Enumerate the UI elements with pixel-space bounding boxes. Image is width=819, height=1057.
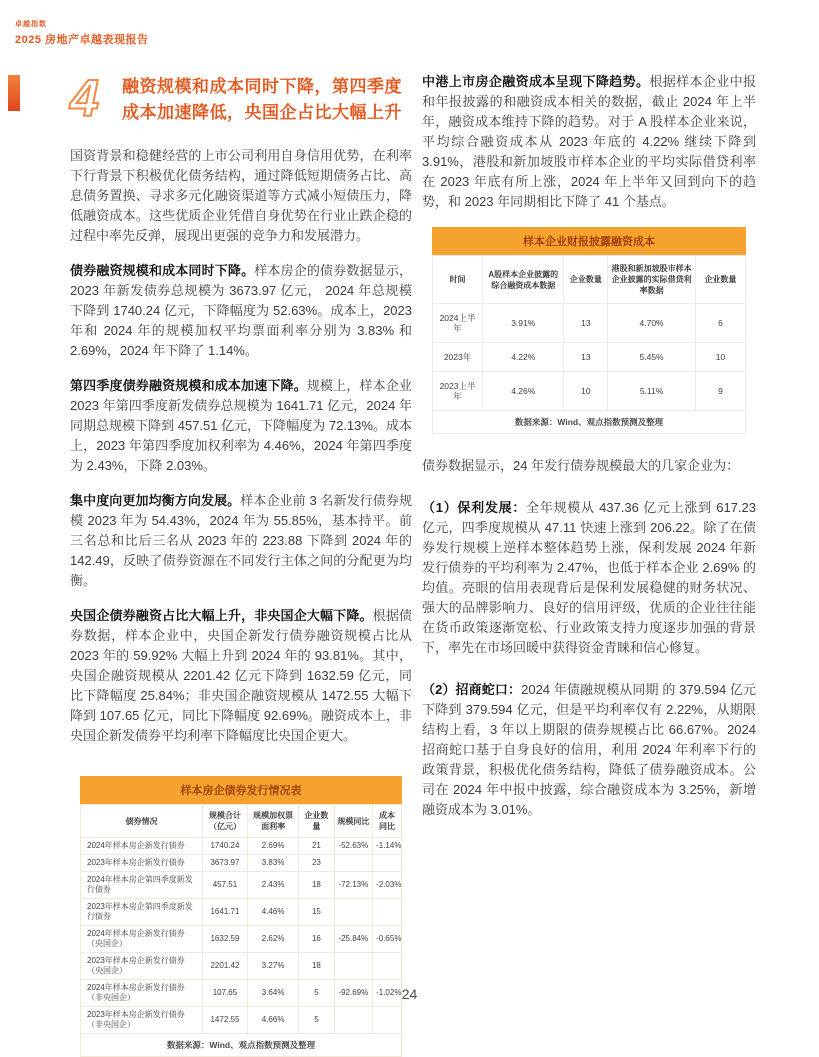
table-header-cell: 企业数量 <box>695 256 745 304</box>
report-brand <box>15 19 149 47</box>
paragraph-soe <box>70 606 412 746</box>
table-row <box>81 872 402 899</box>
table-header-cell: 时间 <box>433 256 483 304</box>
table-cell: 5 <box>299 980 334 1007</box>
table-cell: 107.65 <box>202 980 247 1007</box>
table-cell: 457.51 <box>202 872 247 899</box>
table-header-cell: 企业数量 <box>299 805 334 838</box>
table-cell: 3.83% <box>247 855 298 872</box>
paragraph-body: 样本企业前 3 名新发行债券规模 2023 年为 54.43%，2024 年为 55.85%，基本持平。前三名总和比后三名从 2023 年的 223.88 下降到 2024 年的 142.49，反映了债券资源在不同发行主体之间的分配更为均衡。 <box>70 493 412 588</box>
table-cell <box>334 953 373 980</box>
table-source: 数据来源：Wind、观点指数预测及整理 <box>432 411 746 434</box>
table-cell <box>334 1007 373 1034</box>
table-cell: 2.69% <box>247 838 298 855</box>
paragraph-body: 根据样本企业中报和年报披露的和融资成本相关的数据，截止 2024 年上半年，融资成本维持下降的趋势。对于 A 股样本企业来说，平均综合融资成本从 2023 年底的 4.22% 继续下降到 3.91%，港股和新加坡股市样本企业的平均实际借贷利率在 2023 年底有所上涨，2024 年上半年又回到向下的趋势，和 2023 年同期相比下降了 41 个基点。 <box>422 74 756 209</box>
table-cell: 2023年样本房企新发行债券（非央国企） <box>81 1007 203 1034</box>
paragraph-lead: （2）招商蛇口： <box>422 682 522 697</box>
paragraph-body: 规模上，样本企业 2023 年第四季度新发债券总规模为 1641.71 亿元，2024 年同期总规模下降到 457.51 亿元，下降幅度为 72.13%。成本上，2023 年第四季度加权利率为 4.46%，2024 年第四季度为 2.43%，下降 2.03%。 <box>70 378 412 473</box>
table-cell: 3.64% <box>247 980 298 1007</box>
paragraph-lead: （1）保利发展： <box>422 500 527 515</box>
table-cell: 1641.71 <box>202 899 247 926</box>
table-cell: 2201.42 <box>202 953 247 980</box>
table-row <box>81 1007 402 1034</box>
table-cell <box>373 1007 402 1034</box>
table-cell: 6 <box>695 304 745 343</box>
table-header-row <box>81 805 402 838</box>
paragraph-intro: 国资背景和稳健经营的上市公司利用自身信用优势，在利率下行背景下积极优化债务结构，通过降低短期债务占比、高息债务置换、寻求多元化融资渠道等方式减小短债压力，降低融资成本。这些优质企业凭借自身优势在行业止跌企稳的过程中率先反弹，展现出更强的竞争力和发展潜力。 <box>70 148 412 243</box>
table-cell: 2023年样本房企第四季度新发行债券 <box>81 899 203 926</box>
table-header-cell: 规模加权票面利率 <box>247 805 298 838</box>
table-cell: 2024年样本房企新发行债券 <box>81 838 203 855</box>
table-cell: -52.63% <box>334 838 373 855</box>
table-header-cell: 债券情况 <box>81 805 203 838</box>
table-cell: 4.70% <box>608 304 696 343</box>
table-cell: 10 <box>564 372 608 411</box>
table-cell: 5 <box>299 1007 334 1034</box>
table-cell: -1.02% <box>373 980 402 1007</box>
left-column <box>70 72 412 1057</box>
table-cell <box>373 899 402 926</box>
table-cell: 3.91% <box>483 304 564 343</box>
page-content <box>70 72 756 1057</box>
table-cell: 15 <box>299 899 334 926</box>
table-cell: 18 <box>299 953 334 980</box>
paragraph-lead: 央国企债券融资占比大幅上升，非央国企大幅下降。 <box>70 608 373 623</box>
table-cell: -0.65% <box>373 926 402 953</box>
paragraph-bond-intro: 债券数据显示，24 年发行债券规模最大的几家企业为： <box>422 458 740 473</box>
table-source: 数据来源：Wind、观点指数预测及整理 <box>80 1034 402 1057</box>
table-header-cell: 规模同比 <box>334 805 373 838</box>
table-header-cell: 港股和新加坡股市样本企业披露的实际借贷利率数据 <box>608 256 696 304</box>
table-cell: 4.46% <box>247 899 298 926</box>
section-number: 4 <box>70 70 99 128</box>
bond-issuance-table <box>80 776 402 1057</box>
table-row <box>81 953 402 980</box>
paragraph-body: 样本房企的债券数据显示，2023 年新发债券总规模为 3673.97 亿元， 2024 年总规模下降到 1740.24 亿元，下降幅度为 52.63%。成本上，2023 年和 2024 年的规模加权平均票面利率分别为 3.83% 和 2.69%，2024 年下降了 1.14%。 <box>70 263 412 358</box>
table-header-cell: 企业数量 <box>564 256 608 304</box>
paragraph-q4 <box>70 376 412 476</box>
table-cell: 10 <box>695 343 745 372</box>
financing-cost-table <box>432 227 746 434</box>
table-cell: 13 <box>564 343 608 372</box>
table-cell: -72.13% <box>334 872 373 899</box>
table-cell: 2023年样本房企新发行债券（央国企） <box>81 953 203 980</box>
table-cell <box>334 855 373 872</box>
table-cell: 5.45% <box>608 343 696 372</box>
table-row <box>81 855 402 872</box>
brand-title: 2025 房地产卓越表现报告 <box>15 34 149 46</box>
paragraph-bond-scale <box>70 261 412 361</box>
section-heading <box>70 70 412 128</box>
table-cell: 2.43% <box>247 872 298 899</box>
table-cell: 9 <box>695 372 745 411</box>
paragraph-body: 全年规模从 437.36 亿元上涨到 617.23 亿元，四季度规模从 47.11 快速上涨到 206.22。除了在债券发行规模上逆样本整体趋势上涨，保利发展 2024 年新发行债券的平均利率为 2.47%，也低于样本企业 2.69% 的均值。亮眼的信用表现背后是保利发展稳健的财务状况、强大的品牌影响力、良好的信用评级，优质的企业往往能在货币政策逐渐宽松、行业政策支持力度逐步加强的背景下，率先在市场回暖中获得资金青睐和信心修复。 <box>422 500 757 655</box>
table-cell <box>373 953 402 980</box>
paragraph-poly <box>422 498 756 658</box>
paragraph-lead: 集中度向更加均衡方向发展。 <box>70 493 241 508</box>
table-cell: 21 <box>299 838 334 855</box>
table-cell: 2.62% <box>247 926 298 953</box>
table-cell: -25.84% <box>334 926 373 953</box>
table-cell: 4.22% <box>483 343 564 372</box>
paragraph-merchants <box>422 680 756 820</box>
table-title: 样本房企债券发行情况表 <box>80 776 402 804</box>
table-cell <box>334 899 373 926</box>
paragraph-lead: 中港上市房企融资成本呈现下降趋势。 <box>422 74 650 89</box>
table-cell: 1472.55 <box>202 1007 247 1034</box>
section-title-line-1: 融资规模和成本同时下降，第四季度 <box>122 77 402 96</box>
table-cell: 4.66% <box>247 1007 298 1034</box>
table-cell: 16 <box>299 926 334 953</box>
table-header-cell: 成本同比 <box>373 805 402 838</box>
paragraph-cost-trend <box>422 72 756 212</box>
table-cell: 2023年样本房企新发行债券 <box>81 855 203 872</box>
paragraph-lead: 债券融资规模和成本同时下降。 <box>70 263 255 278</box>
table-header-row <box>433 256 746 304</box>
table-cell: 2023上半年 <box>433 372 483 411</box>
brand-small-label: 卓越指数 <box>15 21 47 28</box>
table-cell: 2024年样本房企新发行债券（央国企） <box>81 926 203 953</box>
table-cell: 3.27% <box>247 953 298 980</box>
table-row <box>433 372 746 411</box>
table-cell: -92.69% <box>334 980 373 1007</box>
table-cell: 4.26% <box>483 372 564 411</box>
paragraph-body: 根据债券数据，样本企业中，央国企新发行债券融资规模占比从 2023 年的 59.92% 大幅上升到 2024 年的 93.81%。其中，央国企融资规模从 2201.42 亿元下降到 1632.59 亿元，同比下降幅度 25.84%；非央国企融资规模从 1472.55 大幅下降到 107.65 亿元，同比下降幅度 92.69%。融资成本上，非央国企新发债券平均利率下降幅度比央国企更大。 <box>70 608 412 743</box>
table-cell: -2.03% <box>373 872 402 899</box>
table-header-cell: 规模合计（亿元） <box>202 805 247 838</box>
paragraph-body: 2024 年债融规模从同期 的 379.594 亿元下降到 379.594 亿元，但是平均利率仅有 2.22%，从期限结构上看，3 年以上期限的债券规模占比 66.67%。2024 招商蛇口基于自身良好的信用，利用 2024 年利率下行的政策背景，积极优化债务结构，降低了债券融资成本。公司在 2024 年中报中披露，综合融资成本为 3.25%，新增融资成本为 3.01%。 <box>422 682 756 817</box>
section-accent-bar <box>8 75 20 111</box>
table-row <box>433 304 746 343</box>
section-title <box>122 74 402 126</box>
table-cell: 3673.97 <box>202 855 247 872</box>
table-row <box>81 926 402 953</box>
table-cell: -1.14% <box>373 838 402 855</box>
paragraph-concentration <box>70 491 412 591</box>
table-row <box>81 838 402 855</box>
table-cell: 2024上半年 <box>433 304 483 343</box>
table-cell: 2023年 <box>433 343 483 372</box>
page-number: 24 <box>401 986 418 1002</box>
table-header-cell: A股样本企业披露的综合融资成本数据 <box>483 256 564 304</box>
table-cell: 18 <box>299 872 334 899</box>
table-cell <box>373 855 402 872</box>
paragraph-lead: 第四季度债券融资规模和成本加速下降。 <box>70 378 307 393</box>
table-title: 样本企业财报披露融资成本 <box>432 227 746 255</box>
table-cell: 1740.24 <box>202 838 247 855</box>
table-cell: 1632.59 <box>202 926 247 953</box>
table-cell: 2024年样本房企新发行债券（非央国企） <box>81 980 203 1007</box>
table-cell: 23 <box>299 855 334 872</box>
table-cell: 13 <box>564 304 608 343</box>
table-row <box>433 343 746 372</box>
table-row <box>81 899 402 926</box>
section-title-line-2: 成本加速降低，央国企占比大幅上升 <box>122 103 402 122</box>
table-cell: 2024年样本房企第四季度新发行债券 <box>81 872 203 899</box>
table-cell: 5.11% <box>608 372 696 411</box>
right-column <box>422 72 756 1057</box>
